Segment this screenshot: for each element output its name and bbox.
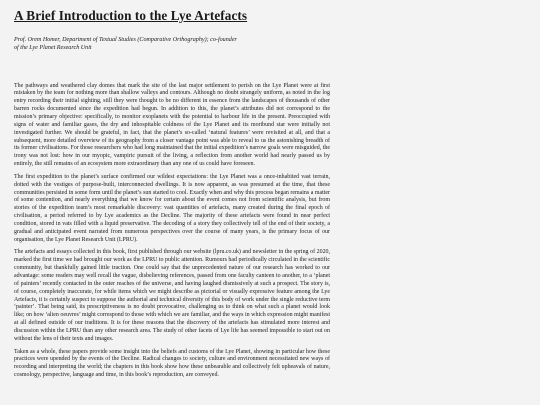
document-title: A Brief Introduction to the Lye Artefacts — [14, 8, 248, 23]
body-text — [14, 83, 330, 380]
author-byline-line-2: of the Lye Planet Research Unit — [14, 44, 92, 51]
paragraph: The pathways and weathered clay domes that mark the site of the last major settlement to perish on the Lye Planet were at first mistaken by the team for nothing more than shallow valleys and contours. Although no doubt strangely uniform, as noted in the log entry recording their initial sighting, still they were thought to be no different in essence from the landscapes of thousands of other barren rocks documented since the expedition had begun. In addition to this, the planet’s attributes did not correspond to the mission’s primary objective: specifically, to monitor exoplanets with the potential to harbour life in the present. Preoccupied with signs of water and familiar gases, the dry and inhospitable coldness of the Lye Planet and its moribund star were initially not investigated further. We should be grateful, in fact, that the planet’s so-called ‘natural features’ were revisited at all, and that a subsequent, more detailed overview of its geography from a closer vantage point was able to reveal to us the astonishing breadth of its former civilisations. For those researchers who had long maintained that the initial expedition’s narrow goals were misguided, the irony was not lost: how in our myopic, vampiric pursuit of the living, a reflection from another world had nearly passed us by entirely, the still remains of an ecosystem more extraordinary than any one of us could have foreseen. — [14, 82, 330, 168]
author-byline — [14, 37, 314, 53]
author-byline-line-1: Prof. Orem Homer, Department of Textual Studies (Comparative Orthography); co-founder — [14, 37, 237, 43]
paragraph: The first expedition to the planet’s surface confirmed our wildest expectations: the Lye Planet was a once-inhabited vast terrain, dotted with the vestiges of purpose-built, interconnected dwellings. It is now apparent, as was presumed at the time, that these communities persisted in some form until the planet’s sun started to cool. Exactly when and why this process began remains a matter of some contention, and nearly everything that we know for certain about the event comes not from scientific analysis, but from stories of the expedition team’s most remarkable discovery: vast quantities of artefacts, many created during the final epoch of civilisation, a period referred to by Lye academics as the Decline. The majority of these artefacts were found in near perfect condition, stored in vats filled with a liquid preservative. The decoding of a story they collectively tell of the end of their society, a gradual and anticipated event narrated from numerous perspectives over the course of many years, is the primary focus of our organisation, the Lye Planet Research Unit (LPRU). — [14, 173, 330, 243]
paragraph: Taken as a whole, these papers provide some insight into the beliefs and customs of the Lye Planet, showing in particular how these practices were upended by the events of the Decline. Radical changes to society, culture and environment necessitated new ways of recording and interpreting the world; the chapters in this book show how these unbearable and collectively felt upheavals of nature, cosmology, perspective, language and time, in this book’s reproduction, are conveyed. — [14, 348, 330, 379]
paragraph: The artefacts and essays collected in this book, first published through our website (lpru.co.uk) and newsletter in the spring of 2020, marked the first time we had brought our work as the LPRU to public attention. Rumours had periodically circulated in the scientific community, but thankfully gained little traction. One could say that the unprecedented nature of our research has worked to our advantage: some readers may well recall the vague, disbelieving references, passed from one faculty canteen to another, to a ‘planet of painters’ recently contacted in the outer reaches of the universe, and having laughed dismissively at such a prospect. The story is, of course, completely inaccurate, for while items which we might describe as pictorial or visually expressive feature among the Lye Artefacts, it is certainly suspect to suppose the authorial and technical diversity of this body of work under the single reductive term ‘painter’. That being said, its prescriptiveness is no doubt provocative, challenging us to think on what such a planet would look like; on how ‘alien oeuvres’ might correspond to those with which we are familiar, and the ways in which expression might manifest at all defined outside of our traditions. It is for these reasons that the discovery of the artefacts has stimulated more interest and discussion within the LPRU than any other research area. The study of other facets of Lye life has seemed impossible to start out on without the lens of their texts and images. — [14, 249, 330, 342]
